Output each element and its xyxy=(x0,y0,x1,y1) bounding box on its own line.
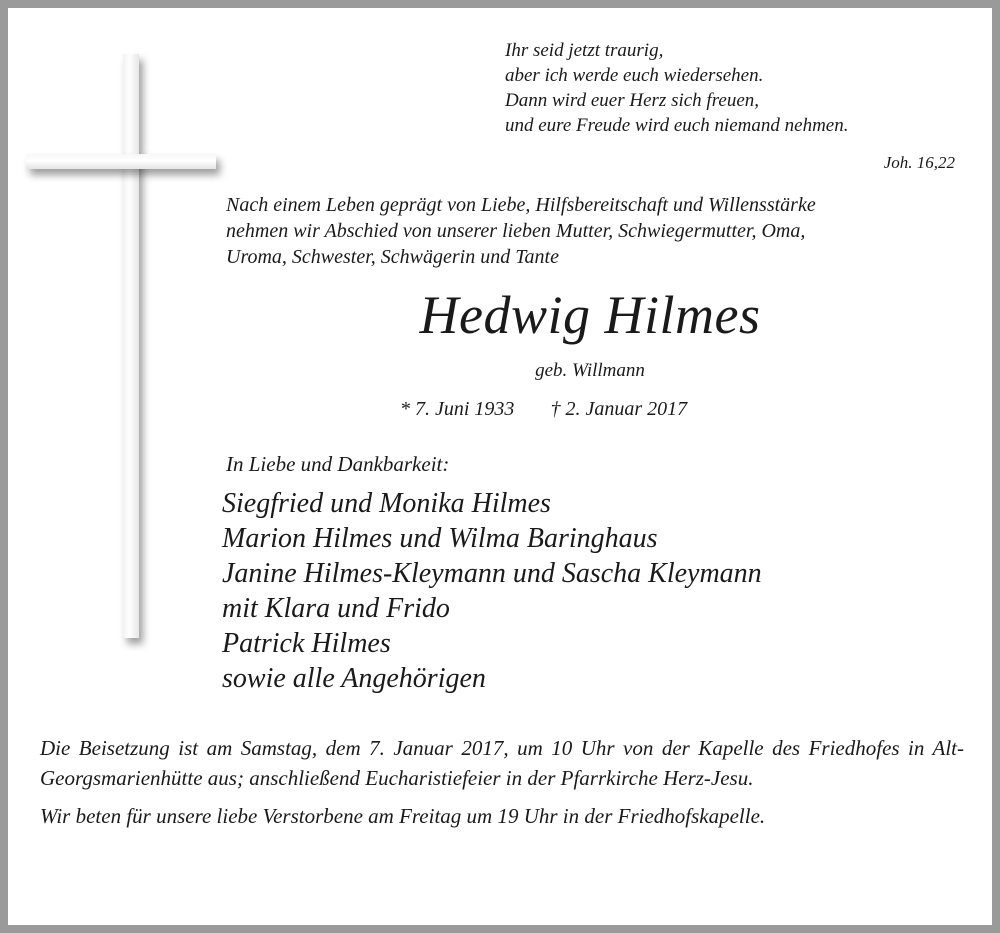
cross-vertical-beam xyxy=(123,54,139,638)
deceased-name: Hedwig Hilmes xyxy=(419,285,761,345)
funeral-details: Die Beisetzung ist am Samstag, dem 7. Januar 2017, um 10 Uhr von der Kapelle des Friedhofes in Alt-Georgsmarienhütte aus; anschließend Eucharistiefeier in der Pfarrkirche Herz-Jesu. xyxy=(40,736,964,790)
verse-line: Dann wird euer Herz sich freuen, xyxy=(505,90,760,111)
mourner-entry: sowie alle Angehörigen xyxy=(222,663,486,694)
death-date: † 2. Januar 2017 xyxy=(550,398,688,420)
verse-reference: Joh. 16,22 xyxy=(883,153,955,172)
funeral-notice xyxy=(40,733,964,839)
life-dates xyxy=(400,398,800,421)
verse-line: aber ich werde euch wiedersehen. xyxy=(505,65,764,86)
intro-line: Uroma, Schwester, Schwägerin und Tante xyxy=(226,246,559,268)
intro-line: nehmen wir Abschied von unserer lieben Mutter, Schwiegermutter, Oma, xyxy=(226,220,806,242)
mourners-heading: In Liebe und Dankbarkeit: xyxy=(226,452,450,476)
mourner-entry: mit Klara und Frido xyxy=(222,593,450,624)
verse-line: und eure Freude wird euch niemand nehmen. xyxy=(505,115,849,136)
prayer-details: Wir beten für unsere liebe Verstorbene am Freitag um 19 Uhr in der Friedhofskapelle. xyxy=(40,804,766,828)
mourner-entry: Marion Hilmes und Wilma Baringhaus xyxy=(222,523,658,554)
cross-icon xyxy=(22,48,222,648)
mourner-entry: Patrick Hilmes xyxy=(222,628,391,659)
mourner-entry: Siegfried und Monika Hilmes xyxy=(222,488,551,519)
bible-verse xyxy=(505,38,955,138)
intro-text xyxy=(226,192,966,270)
birth-date: * 7. Juni 1933 xyxy=(400,398,515,420)
cross-horizontal-beam xyxy=(26,154,216,169)
mourners-list xyxy=(222,486,942,696)
mourner-entry: Janine Hilmes-Kleymann und Sascha Kleymann xyxy=(222,558,762,589)
intro-line: Nach einem Leben geprägt von Liebe, Hilfsbereitschaft und Willensstärke xyxy=(226,194,816,216)
maiden-name: geb. Willmann xyxy=(535,360,645,381)
verse-line: Ihr seid jetzt traurig, xyxy=(505,40,664,61)
